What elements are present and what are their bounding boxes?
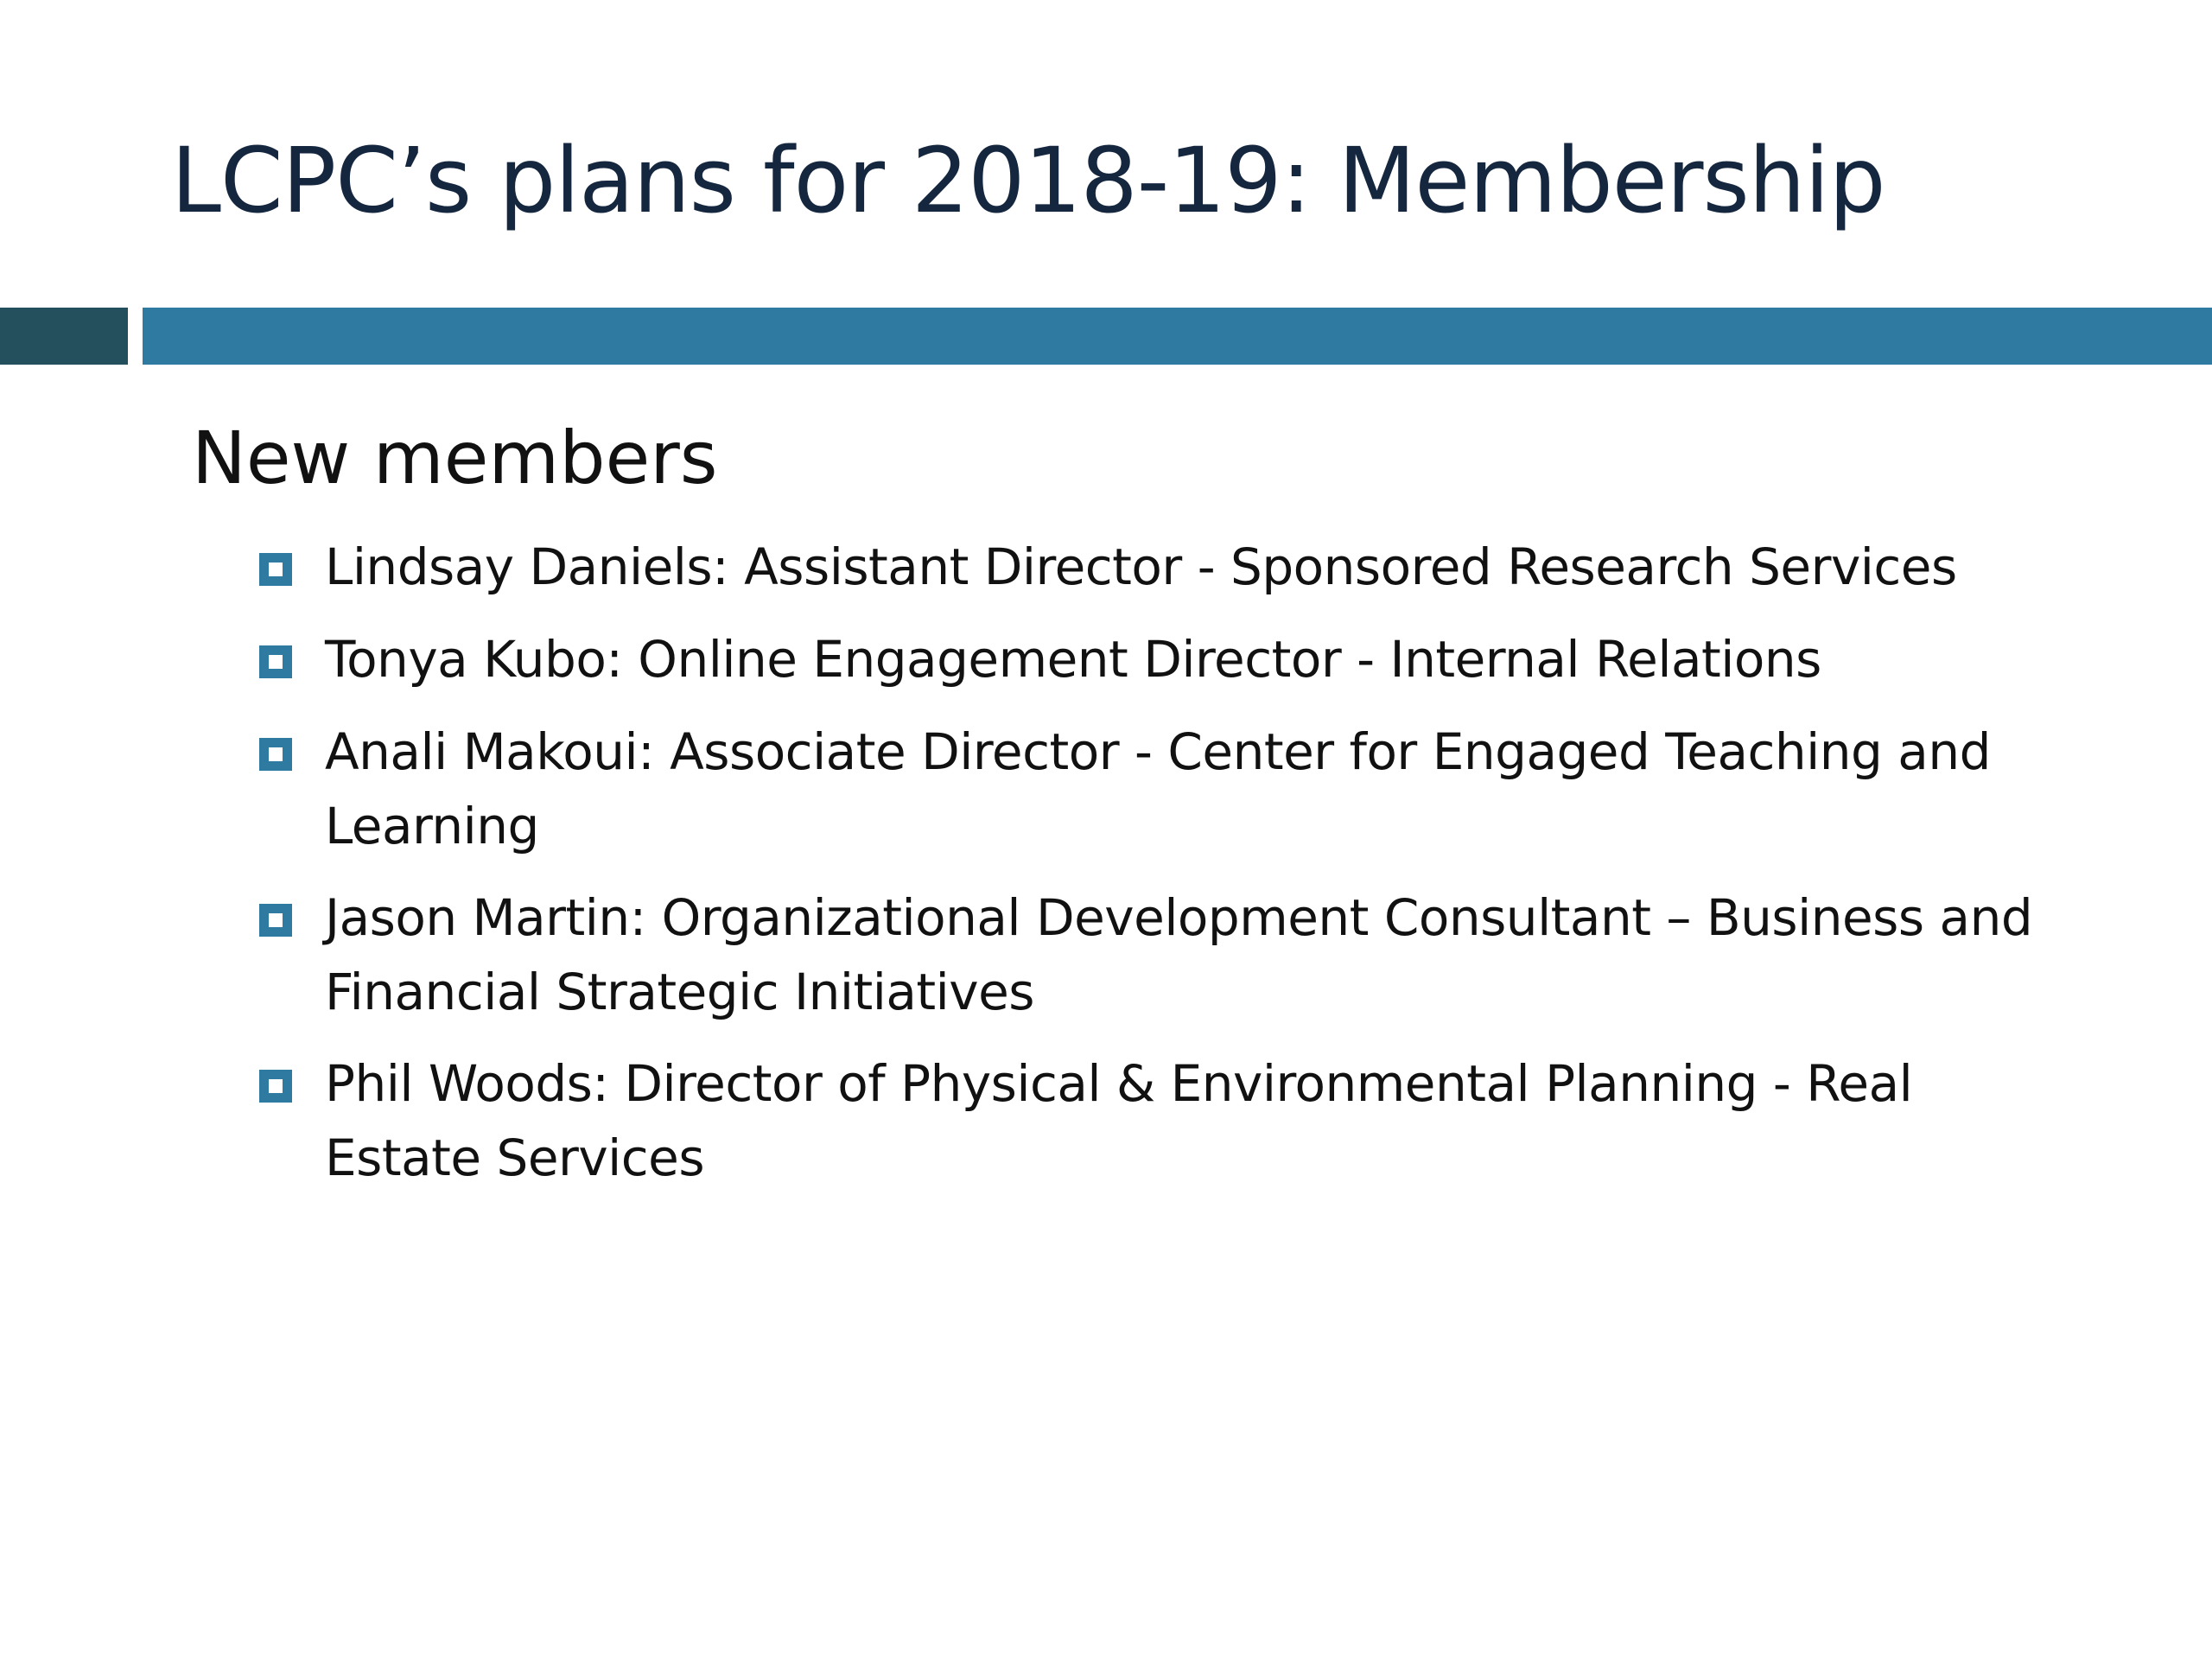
section-heading: New members (192, 416, 718, 500)
hollow-square-bullet-icon (259, 645, 292, 678)
title-divider-dark-segment (0, 308, 128, 365)
member-entry-text: Anali Makoui: Associate Director - Center for Engaged Teaching and Learning (325, 722, 1991, 855)
member-entry-text: Jason Martin: Organizational Development Consultant – Business and Financial Strategic Initiatives (325, 888, 2033, 1021)
hollow-square-bullet-icon (259, 904, 292, 937)
hollow-square-bullet-icon (259, 553, 292, 586)
member-entry-text: Tonya Kubo: Online Engagement Director - Internal Relations (325, 630, 1821, 689)
member-entry-text: Lindsay Daniels: Assistant Director - Sponsored Research Services (325, 537, 1957, 596)
member-entry-text: Phil Woods: Director of Physical & Environmental Planning - Real Estate Services (325, 1054, 1913, 1187)
title-divider-blue-band (143, 308, 2212, 365)
hollow-square-bullet-icon (259, 1070, 292, 1103)
slide-title: LCPC’s plans for 2018-19: Membership (171, 128, 1885, 233)
hollow-square-bullet-icon (259, 738, 292, 771)
